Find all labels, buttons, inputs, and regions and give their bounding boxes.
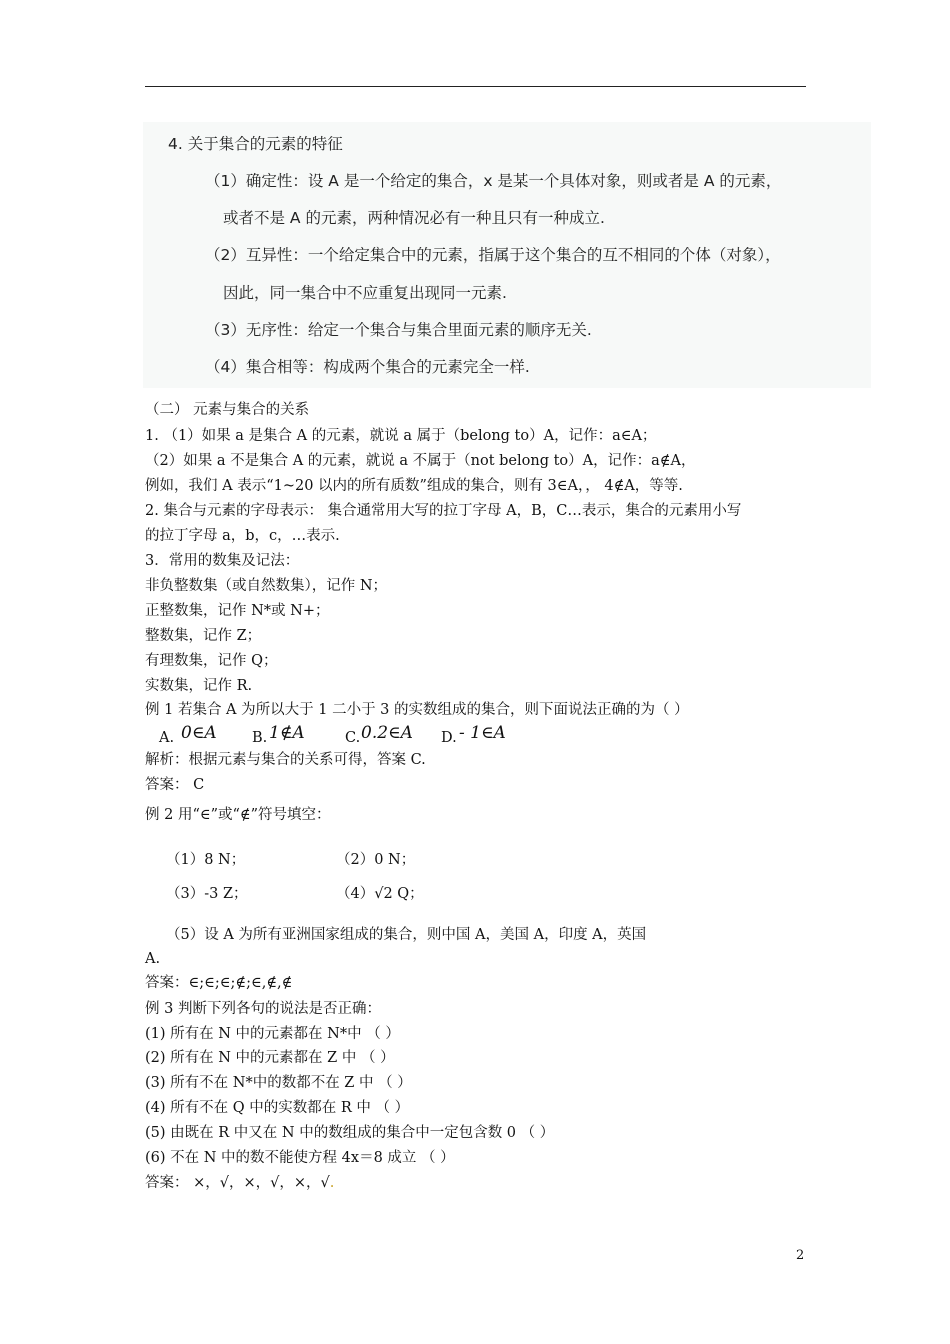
paragraph: 正整数集，记作 N*或 N+； [145, 603, 330, 619]
example-3-item: (1) 所有在 N 中的元素都在 N*中 （ ） [145, 1026, 400, 1042]
example-2-answer [145, 973, 292, 993]
paragraph: 的拉丁字母 a，b，c，…表示. [145, 528, 340, 544]
option-math: 0∈A [181, 723, 217, 743]
answer-symbols: ∈;∈;∈;∉;∈,∉,∉ [188, 975, 293, 991]
example-3-item: (6) 不在 N 中的数不能使方程 4x＝8 成立 （ ） [145, 1150, 455, 1166]
paragraph: 非负整数集（或自然数集），记作 N； [145, 578, 388, 594]
paragraph: 实数集，记作 R. [145, 678, 253, 694]
option-math: 0.2∈A [361, 723, 413, 743]
paragraph: 3．常用的数集及记法： [145, 553, 300, 569]
header-rule [145, 86, 806, 87]
example-1-question: 例 1 若集合 A 为所以大于 1 二小于 3 的实数组成的集合，则下面说法正确的为（ ） [145, 702, 689, 718]
highlight-box [143, 122, 871, 388]
section-title: （二） 元素与集合的关系 [145, 402, 310, 418]
example-3-item: (4) 所有不在 Q 中的实数都在 R 中 （ ） [145, 1100, 410, 1116]
answer-end-mark: . [329, 1175, 335, 1191]
option-math: 1∉A [269, 723, 305, 743]
box-item: （4）集合相等：构成两个集合的元素完全一样. [205, 358, 530, 376]
example-2-item: （2）0 N； [336, 852, 416, 868]
example-1-analysis: 解析：根据元素与集合的关系可得，答案 C. [145, 752, 426, 768]
example-2-item: （1）8 N； [166, 852, 246, 868]
example-3-item: (3) 所有不在 N*中的数都不在 Z 中 （ ） [145, 1075, 412, 1091]
paragraph: 整数集，记作 Z； [145, 628, 262, 644]
page-number: 2 [796, 1248, 805, 1263]
example-1-answer: 答案： C [145, 777, 205, 793]
example-2-item: （4）√2 Q； [336, 886, 424, 902]
paragraph: （2）如果 a 不是集合 A 的元素，就说 a 不属于（not belong to）A，记作：a∉A， [145, 453, 696, 469]
box-item: 因此，同一集合中不应重复出现同一元素. [223, 284, 507, 302]
box-heading: 4. 关于集合的元素的特征 [168, 135, 343, 153]
box-item: （2）互异性：一个给定集合中的元素，指属于这个集合的互不相同的个体（对象）， [205, 246, 781, 264]
example-3-item: (5) 由既在 R 中又在 N 中的数组成的集合中一定包含数 0 （ ） [145, 1125, 555, 1141]
option-label: D. [441, 730, 457, 746]
option-label: B. [252, 730, 268, 746]
paragraph: 2. 集合与元素的字母表示： 集合通常用大写的拉丁字母 A，B，C…表示，集合的元素用小写 [145, 503, 742, 519]
example-2-item-5: （5）设 A 为所有亚洲国家组成的集合，则中国 A，美国 A，印度 A，英国 [166, 927, 647, 943]
paragraph: 例如，我们 A 表示“1~20 以内的所有质数”组成的集合，则有 3∈A，， 4∉A，等等. [145, 478, 683, 494]
answer-text: 答案： ×，√，×，√，×，√ [145, 1175, 330, 1191]
box-item: （1）确定性：设 A 是一个给定的集合，x 是某一个具体对象，则或者是 A 的元素， [205, 172, 782, 190]
example-1-options [145, 722, 645, 748]
answer-label: 答案： [145, 975, 189, 991]
paragraph: 有理数集，记作 Q； [145, 653, 278, 669]
example-3-item: (2) 所有在 N 中的元素都在 Z 中 （ ） [145, 1050, 395, 1066]
box-item: 或者不是 A 的元素，两种情况必有一种且只有一种成立. [223, 209, 605, 227]
example-2-question: 例 2 用“∈”或“∉”符号填空： [145, 807, 331, 823]
box-item: （3）无序性：给定一个集合与集合里面元素的顺序无关. [205, 321, 592, 339]
option-label: C. [345, 730, 361, 746]
paragraph: 1. （1）如果 a 是集合 A 的元素，就说 a 属于（belong to）A，记作：a∈A； [145, 428, 657, 444]
option-math: - 1∈A [459, 723, 506, 743]
example-2-item: （3）-3 Z； [166, 886, 248, 902]
example-3-question: 例 3 判断下列各句的说法是否正确： [145, 1001, 381, 1017]
option-label: A. [159, 730, 175, 746]
example-3-answer [145, 1173, 334, 1193]
example-2-item-5-cont: A. [145, 951, 161, 967]
